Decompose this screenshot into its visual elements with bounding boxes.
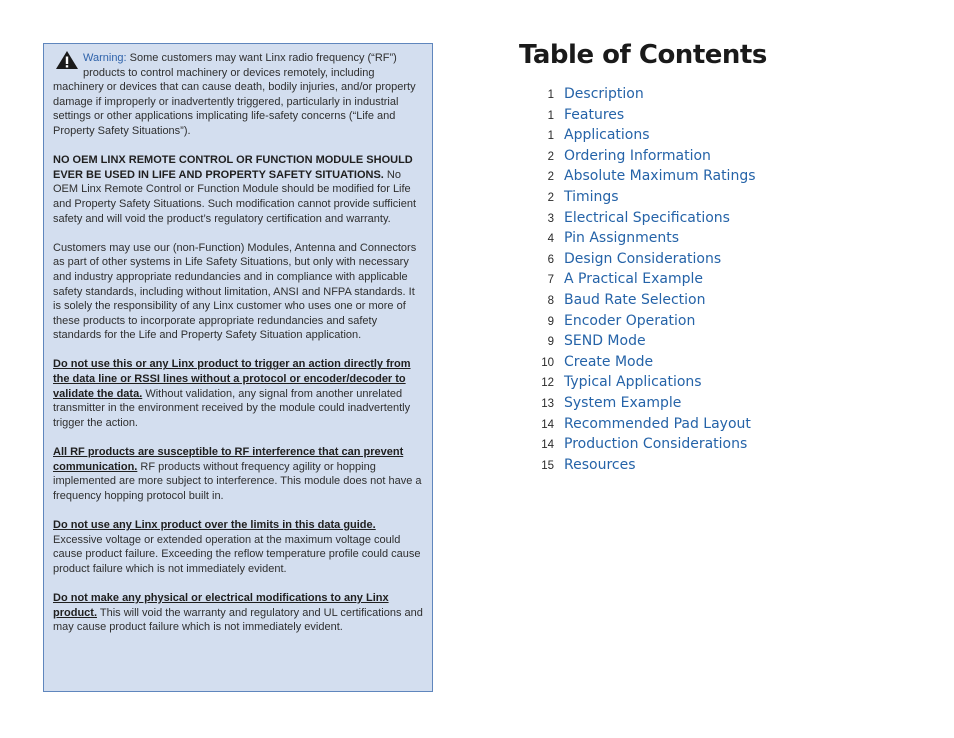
toc-link[interactable]: Typical Applications xyxy=(564,374,702,391)
toc-page-number: 1 xyxy=(547,130,554,143)
toc-page-number: 2 xyxy=(547,192,554,204)
toc-link[interactable]: A Practical Example xyxy=(564,271,703,288)
toc-link[interactable]: Resources xyxy=(564,456,636,473)
toc-link[interactable]: Encoder Operation xyxy=(564,312,696,329)
toc-page-number: 13 xyxy=(541,398,554,410)
toc-link[interactable]: Recommended Pad Layout xyxy=(564,415,751,432)
toc-page-number: 4 xyxy=(547,233,554,246)
toc-item[interactable] xyxy=(530,354,830,374)
toc-link[interactable]: Applications xyxy=(564,127,650,144)
toc-page-number: 6 xyxy=(547,253,554,266)
warning-paragraph-5 xyxy=(53,445,424,503)
toc-item[interactable] xyxy=(530,333,830,353)
toc-title: Table of Contents xyxy=(519,40,767,70)
toc-page-number: 9 xyxy=(547,315,554,328)
warning-paragraph-4 xyxy=(53,357,424,430)
toc-item[interactable] xyxy=(530,107,830,127)
trigger-warning-heading: Do not use this or any Linx product to trigger an action directly from the data line or RSSI lines without a protocol or encoder/decoder to validate the data. xyxy=(53,358,411,400)
toc-link[interactable]: Ordering Information xyxy=(564,147,711,164)
modification-warning-heading: Do not make any physical or electrical modifications to any Linx product. xyxy=(53,591,389,619)
toc-item[interactable] xyxy=(530,271,830,291)
toc-item[interactable] xyxy=(530,395,830,415)
toc-link[interactable]: Baud Rate Selection xyxy=(564,292,706,308)
toc-link[interactable]: Absolute Maximum Ratings xyxy=(564,168,756,185)
toc-item[interactable] xyxy=(530,251,830,271)
oem-warning-heading: NO OEM LINX REMOTE CONTROL OR FUNCTION MODULE SHOULD EVER BE USED IN LIFE AND PROPERTY SAFETY SITUATIONS. xyxy=(53,154,413,181)
toc-item[interactable] xyxy=(530,210,830,230)
toc-item[interactable] xyxy=(530,86,830,106)
toc-page-number: 3 xyxy=(547,212,554,225)
warning-label: Warning: xyxy=(83,52,127,64)
toc-link[interactable]: Pin Assignments xyxy=(564,230,680,247)
toc-item[interactable] xyxy=(530,416,830,436)
warning-paragraph-6 xyxy=(53,518,424,576)
limits-warning-text: Excessive voltage or extended operation at the maximum voltage could cause product failure. Exceeding the reflow temperature profile could cause product failure which is not immediately evident. xyxy=(53,533,421,575)
toc-page-number: 7 xyxy=(547,274,554,287)
warning-triangle-icon xyxy=(55,50,79,70)
warning-text: Some customers may want Linx radio frequency (“RF”) products to control machinery or devices remotely, including machinery or devices that can cause death, bodily injuries, and/or property damage if improperly or inadvertently triggered, particularly in industrial settings or other applications implicating life-safety concerns (“Life and Property Safety Situations”). xyxy=(53,52,416,137)
toc-link[interactable]: SEND Mode xyxy=(564,333,646,350)
toc-page-number: 14 xyxy=(541,439,554,452)
toc-link[interactable]: Timings xyxy=(564,189,619,205)
toc-link[interactable]: Create Mode xyxy=(564,353,654,370)
toc-item[interactable] xyxy=(530,374,830,394)
toc-item[interactable] xyxy=(530,436,830,456)
interference-warning-heading: All RF products are susceptible to RF interference that can prevent communication. xyxy=(53,446,404,473)
toc-page-number: 2 xyxy=(547,150,554,163)
warning-paragraph-3: Customers may use our (non-Function) Modules, Antenna and Connectors as part of other systems in Life Safety Situations, but only with necessary and industry appropriate redundancies and in compliance with applicable safety standards, including without limitation, ANSI and NFPA standards. It is solely the responsibility of any Linx customer who uses one or more of these products to incorporate appropriate redundancies and safety standards for the Life and Property Safety Situation application. xyxy=(53,241,417,342)
toc-page-number: 8 xyxy=(547,295,554,307)
trigger-warning-text: Without validation, any signal from another unrelated transmitter in the environment received by the module could inadvertently trigger the action. xyxy=(53,387,411,429)
toc-item[interactable] xyxy=(530,313,830,333)
toc-link[interactable]: System Example xyxy=(564,395,682,411)
toc-page-number: 2 xyxy=(547,171,554,184)
interference-warning-text: RF products without frequency agility or hopping implemented are more subject to interference. This module does not have a frequency hopping protocol built in. xyxy=(53,460,422,502)
toc-link[interactable]: Electrical Specifications xyxy=(564,209,730,226)
limits-warning-heading: Do not use any Linx product over the limits in this data guide. xyxy=(53,519,376,531)
toc-page-number: 10 xyxy=(541,356,554,369)
toc-item[interactable] xyxy=(530,168,830,188)
toc-link[interactable]: Features xyxy=(564,106,625,123)
modification-warning-text: This will void the warranty and regulatory and UL certifications and may cause product failure which is not immediately evident. xyxy=(53,606,423,634)
warning-paragraph-7 xyxy=(53,591,424,635)
toc-page-number: 15 xyxy=(541,459,554,472)
toc-item[interactable] xyxy=(530,292,830,312)
warning-box xyxy=(43,43,433,692)
toc-page-number: 1 xyxy=(547,89,554,101)
toc-item[interactable] xyxy=(530,148,830,168)
toc-link[interactable]: Design Considerations xyxy=(564,250,722,267)
warning-paragraph-2 xyxy=(53,153,424,226)
toc-link[interactable]: Production Considerations xyxy=(564,436,748,453)
oem-warning-text: No OEM Linx Remote Control or Function Module should be modified for Life and Property Safety Situations. Such modification cannot provide sufficient safety and will void the product’s regulatory certification and warranty. xyxy=(53,168,417,225)
toc-link[interactable]: Description xyxy=(564,86,644,102)
warning-paragraph-1 xyxy=(53,51,424,139)
toc-item[interactable] xyxy=(530,127,830,147)
toc-page-number: 12 xyxy=(541,377,554,390)
toc-item[interactable] xyxy=(530,457,830,477)
toc-item[interactable] xyxy=(530,230,830,250)
toc-page-number: 9 xyxy=(547,336,554,349)
toc-page-number: 1 xyxy=(547,109,554,122)
toc-item[interactable] xyxy=(530,189,830,209)
toc-page-number: 14 xyxy=(541,418,554,431)
